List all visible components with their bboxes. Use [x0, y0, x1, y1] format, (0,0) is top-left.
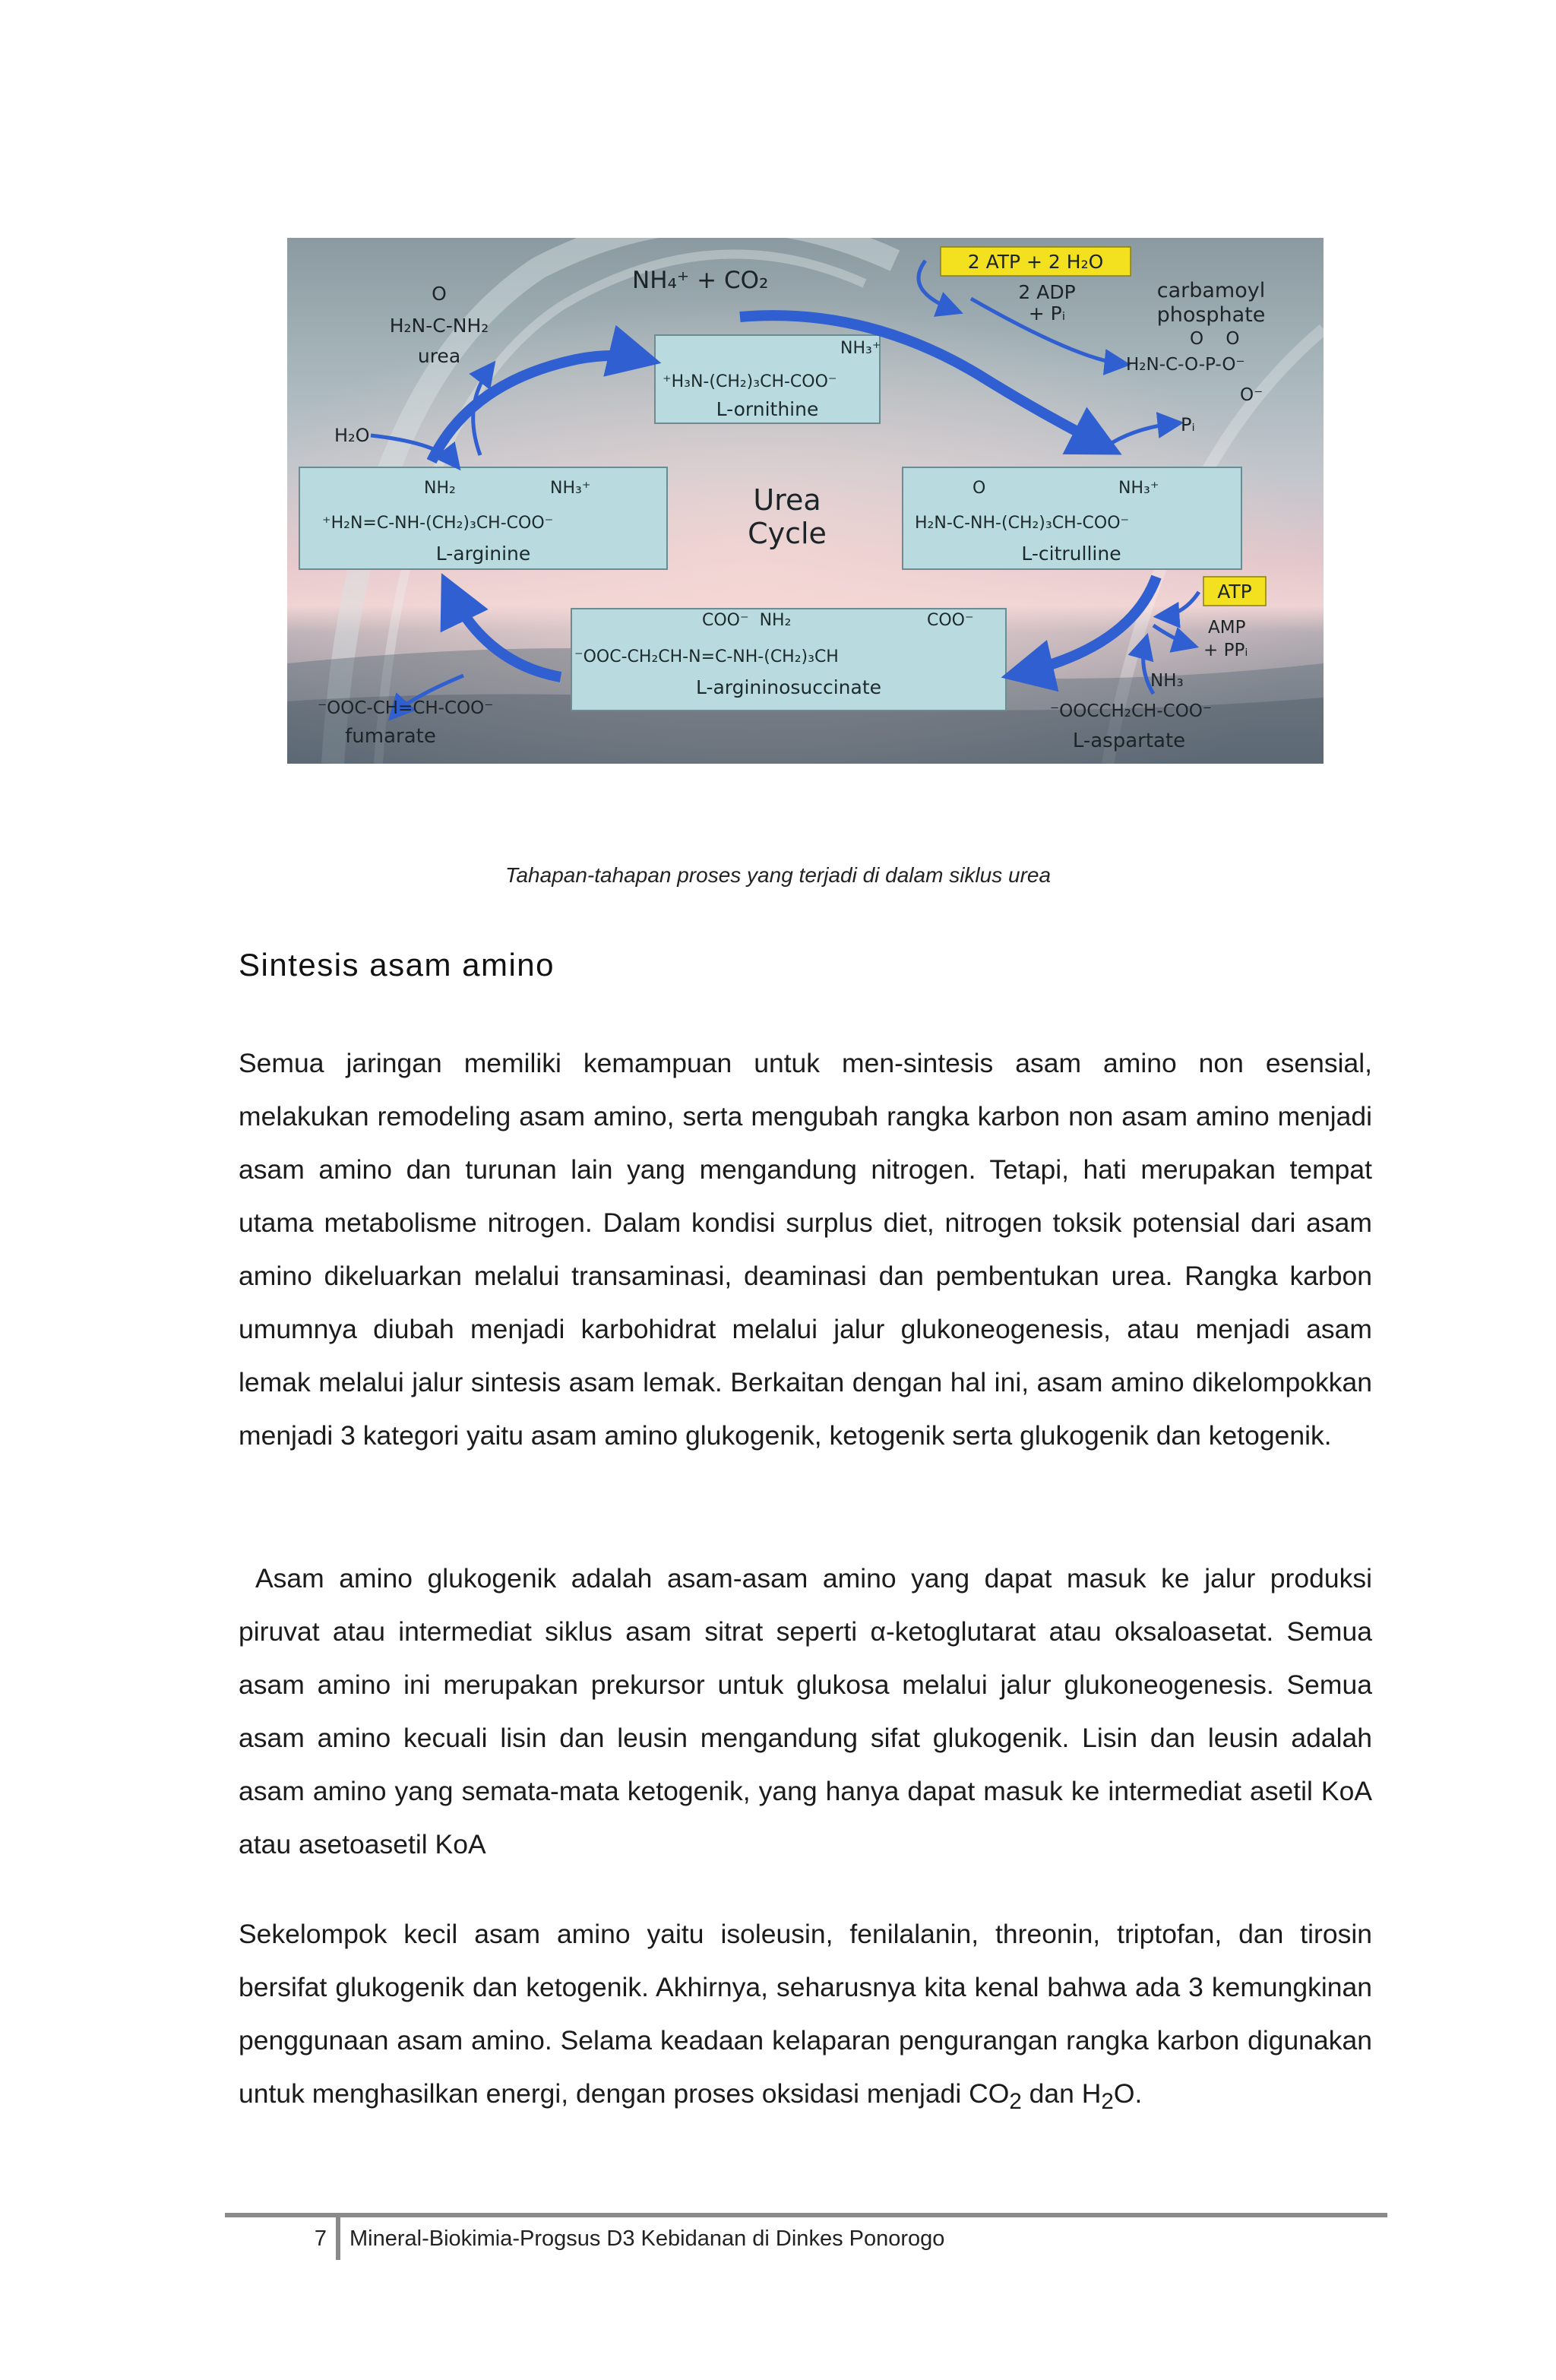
arginine-formula-nh3: NH₃⁺	[550, 479, 591, 498]
h2o-subscript: 2	[1101, 2089, 1114, 2115]
citrulline-formula-nh3: NH₃⁺	[1118, 479, 1159, 498]
atp-badge-label: ATP	[1217, 581, 1252, 603]
carbamoyl-name-line1: carbamoyl	[1156, 279, 1266, 302]
argininosuccinate-name: L-argininosuccinate	[695, 676, 882, 698]
figure-caption: Tahapan-tahapan proses yang terjadi di dalam siklus urea	[504, 863, 1052, 887]
adp-label-line2: + Pᵢ	[1028, 302, 1066, 324]
arginine-formula-main: ⁺H₂N=C-NH-(CH₂)₃CH-COO⁻	[322, 514, 554, 533]
urea-name: urea	[417, 345, 461, 367]
fumarate-name: fumarate	[345, 725, 436, 748]
ornithine-name: L-ornithine	[716, 398, 819, 420]
urea-cycle-figure	[287, 238, 1324, 764]
urea-formula-top: O	[432, 283, 447, 305]
adp-label-line1: 2 ADP	[1018, 281, 1076, 303]
pi-release-label: Pᵢ	[1181, 414, 1195, 435]
page-footer	[225, 2217, 944, 2260]
paragraph-3-text-c: O.	[1113, 2078, 1143, 2109]
water-label: H₂O	[334, 425, 370, 446]
section-heading: Sintesis asam amino	[239, 947, 555, 983]
arginine-name: L-arginine	[435, 543, 531, 565]
aspartate-formula-nh3: NH₃	[1150, 671, 1184, 691]
page-number: 7	[314, 2226, 327, 2251]
amp-label-line2: + PPᵢ	[1203, 641, 1248, 660]
urea-cycle-title-line1: Urea	[753, 483, 821, 517]
argininosuccinate-formula-main: ⁻OOC-CH₂CH-N=C-NH-(CH₂)₃CH	[574, 647, 839, 666]
footer-title: Mineral-Biokimia-Progsus D3 Kebidanan di Dinkes Ponorogo	[349, 2226, 945, 2251]
paragraph-1: Semua jaringan memiliki kemampuan untuk men-sintesis asam amino non esensial, melakukan remodeling asam amino, serta mengubah rangka karbon non asam amino menjadi asam amino dan turunan lain yang mengandung nitrogen. Tetapi, hati merupakan tempat utama metabolisme nitrogen. Dalam kondisi surplus diet, nitrogen toksik potensial dari asam amino dikeluarkan melalui transaminasi, deaminasi dan pembentukan urea. Rangka karbon umumnya diubah menjadi karbohidrat melalui jalur glukoneogenesis, atau menjadi asam lemak melalui jalur sintesis asam lemak. Berkaitan dengan hal ini, asam amino dikelompokkan menjadi 3 kategori yaitu asam amino glukogenik, ketogenik serta glukogenik dan ketogenik.	[239, 1048, 1372, 1451]
ornithine-formula-main: ⁺H₃N-(CH₂)₃CH-COO⁻	[663, 372, 837, 391]
citrulline-formula-o: O	[972, 479, 986, 498]
urea-cycle-title-line2: Cycle	[748, 517, 827, 550]
carbamoyl-name-line2: phosphate	[1156, 303, 1266, 327]
argininosuccinate-formula-top: COO⁻ NH₂	[702, 611, 792, 630]
arginine-formula-nh2: NH₂	[424, 479, 456, 498]
argininosuccinate-formula-coo: COO⁻	[927, 611, 974, 630]
paragraph-3	[239, 1907, 1372, 2128]
carbamoyl-formula-bottom: O⁻	[1240, 385, 1263, 405]
footer-separator	[336, 2217, 340, 2260]
citrulline-name: L-citrulline	[1021, 543, 1121, 565]
fumarate-formula: ⁻OOC-CH=CH-COO⁻	[318, 698, 494, 718]
ammonium-co2-label: NH₄⁺ + CO₂	[632, 267, 769, 294]
urea-formula-main: H₂N-C-NH₂	[389, 315, 489, 337]
carbamoyl-formula-top: O O	[1190, 329, 1240, 349]
urea-cycle-diagram	[287, 238, 1324, 764]
paragraph-2: Asam amino glukogenik adalah asam-asam amino yang dapat masuk ke jalur produksi piruvat atau intermediat siklus asam sitrat seperti α-ketoglutarat atau oksaloasetat. Semua asam amino ini merupakan prekursor untuk glukosa melalui jalur glukoneogenesis. Semua asam amino kecuali lisin dan leusin mengandung sifat glukogenik. Lisin dan leusin adalah asam amino yang semata-mata ketogenik, yang hanya dapat masuk ke intermediat asetil KoA atau asetoasetil KoA	[239, 1563, 1372, 1859]
aspartate-formula-main: ⁻OOCCH₂CH-COO⁻	[1050, 701, 1213, 721]
co2-subscript: 2	[1009, 2089, 1022, 2115]
aspartate-name: L-aspartate	[1072, 730, 1186, 752]
atp-water-badge-label: 2 ATP + 2 H₂O	[967, 251, 1104, 273]
paragraph-3-text-b: dan H	[1021, 2078, 1102, 2109]
carbamoyl-formula-main: H₂N-C-O-P-O⁻	[1126, 355, 1245, 375]
ornithine-formula-top: NH₃⁺	[840, 339, 881, 358]
citrulline-formula-main: H₂N-C-NH-(CH₂)₃CH-COO⁻	[915, 514, 1130, 533]
paragraph-3-text-a: Sekelompok kecil asam amino yaitu isoleusin, fenilalanin, threonin, triptofan, dan tirosin bersifat glukogenik dan ketogenik. Akhirnya, seharusnya kita kenal bahwa ada 3 kemungkinan penggunaan asam amino. Selama keadaan kelaparan pengurangan rangka karbon digunakan untuk menghasilkan energi, dengan proses oksidasi menjadi CO	[239, 1919, 1372, 2109]
amp-label-line1: AMP	[1208, 618, 1246, 638]
